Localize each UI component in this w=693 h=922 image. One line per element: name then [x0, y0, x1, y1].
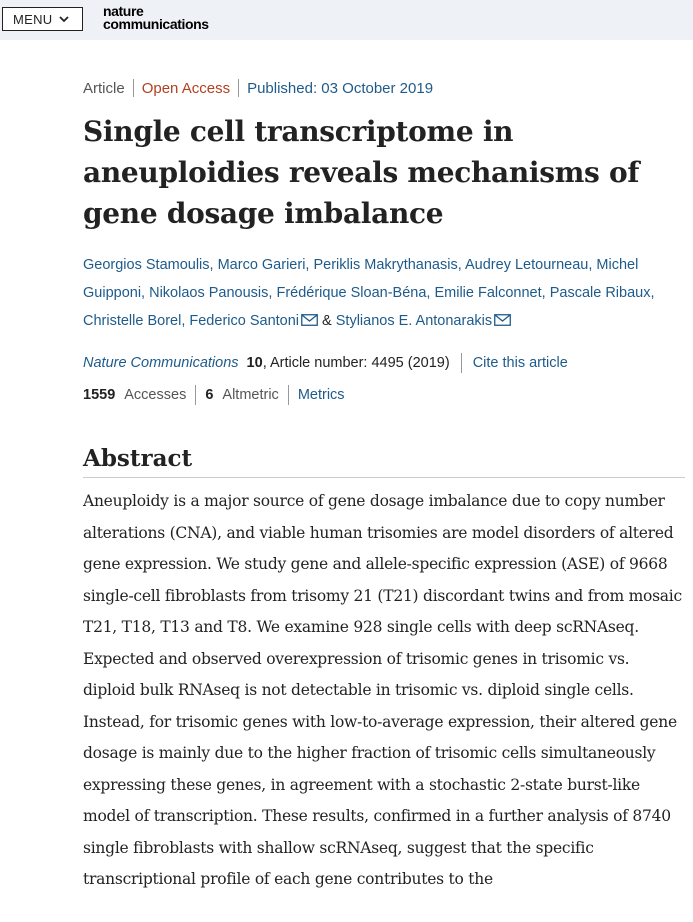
top-bar — [0, 0, 693, 40]
menu-button[interactable] — [2, 7, 83, 31]
author-list: Georgios Stamoulis, Marco Garieri, Periklis Makrythanasis, Audrey Letourneau, Michel Guipponi, Nikolaos Panousis, Frédérique Sloan-Béna, Emilie Falconnet, Pascale Ribaux, Christelle Borel, Federico Santoni & Stylianos E. Antonarakis — [83, 257, 655, 329]
logo-line-2: communications — [103, 16, 209, 32]
abstract-heading: Abstract — [83, 445, 193, 472]
divider — [288, 385, 289, 405]
altmetric-count: 6 — [205, 387, 214, 403]
author-link[interactable]: Periklis Makrythanasis — [313, 257, 458, 273]
article-meta — [83, 79, 433, 97]
volume: 10 — [246, 355, 263, 371]
divider — [195, 385, 196, 405]
open-access-label: Open Access — [141, 79, 231, 97]
divider — [461, 353, 462, 373]
author-link[interactable]: Emilie Falconnet — [434, 285, 542, 301]
author-joiner: & — [322, 313, 332, 329]
section-divider — [83, 477, 685, 478]
author-link[interactable]: Frédérique Sloan-Béna — [276, 285, 427, 301]
menu-label: MENU — [13, 11, 53, 27]
journal-name[interactable]: Nature Communications — [83, 355, 239, 371]
logo-line-1: nature — [103, 3, 144, 19]
email-icon[interactable] — [494, 314, 511, 326]
article-number: , Article number: 4495 (2019) — [262, 355, 450, 371]
chevron-down-icon — [58, 13, 70, 25]
divider — [133, 79, 134, 97]
author-link[interactable]: Stylianos E. Antonarakis — [335, 313, 493, 329]
published-date: Published: 03 October 2019 — [247, 79, 434, 97]
site-logo[interactable] — [103, 5, 209, 31]
article-title: Single cell transcriptome in aneuploidies reveals mechanisms of gene dosage imbalance — [83, 115, 640, 230]
article-type: Article — [83, 79, 125, 97]
metrics-row — [83, 385, 345, 405]
accesses-count: 1559 — [83, 387, 116, 403]
author-link[interactable]: Pascale Ribaux — [549, 285, 651, 301]
divider — [238, 79, 239, 97]
author-link[interactable]: Nikolaos Panousis — [149, 285, 269, 301]
metrics-link[interactable]: Metrics — [297, 387, 345, 403]
author-link[interactable]: Christelle Borel — [83, 313, 182, 329]
cite-this-article-link[interactable]: Cite this article — [472, 355, 568, 371]
email-icon[interactable] — [301, 314, 318, 326]
abstract-text: Aneuploidy is a major source of gene dosage imbalance due to copy number alterations (CNA), and viable human trisomies are model disorders of altered gene expression. We study gene and allele-specific expression (ASE) of 9668 single-cell fibroblasts from trisomy 21 (T21) discordant twins and from mosaic T21, T18, T13 and T8. We examine 928 single cells with deep scRNAseq. Expected and observed overexpression of trisomic genes in trisomic vs. diploid bulk RNAseq is not detectable in trisomic vs. diploid single cells. Instead, for trisomic genes with low-to-average expression, their altered gene dosage is mainly due to the higher fraction of trisomic cells simultaneously expressing these genes, in agreement with a stochastic 2-state burst-like model of transcription. These results, confirmed in a further analysis of 8740 single fibroblasts with shallow scRNAseq, suggest that the specific transcriptional profile of each gene contributes to the — [83, 492, 682, 888]
citation-row — [83, 353, 568, 373]
author-link[interactable]: Marco Garieri — [217, 257, 306, 273]
author-link[interactable]: Audrey Letourneau — [465, 257, 589, 273]
author-link[interactable]: Michel Guipponi — [83, 257, 639, 301]
accesses-label: Accesses — [124, 387, 187, 403]
author-link[interactable]: Georgios Stamoulis — [83, 257, 210, 273]
altmetric-label: Altmetric — [222, 387, 279, 403]
author-link[interactable]: Federico Santoni — [189, 313, 300, 329]
